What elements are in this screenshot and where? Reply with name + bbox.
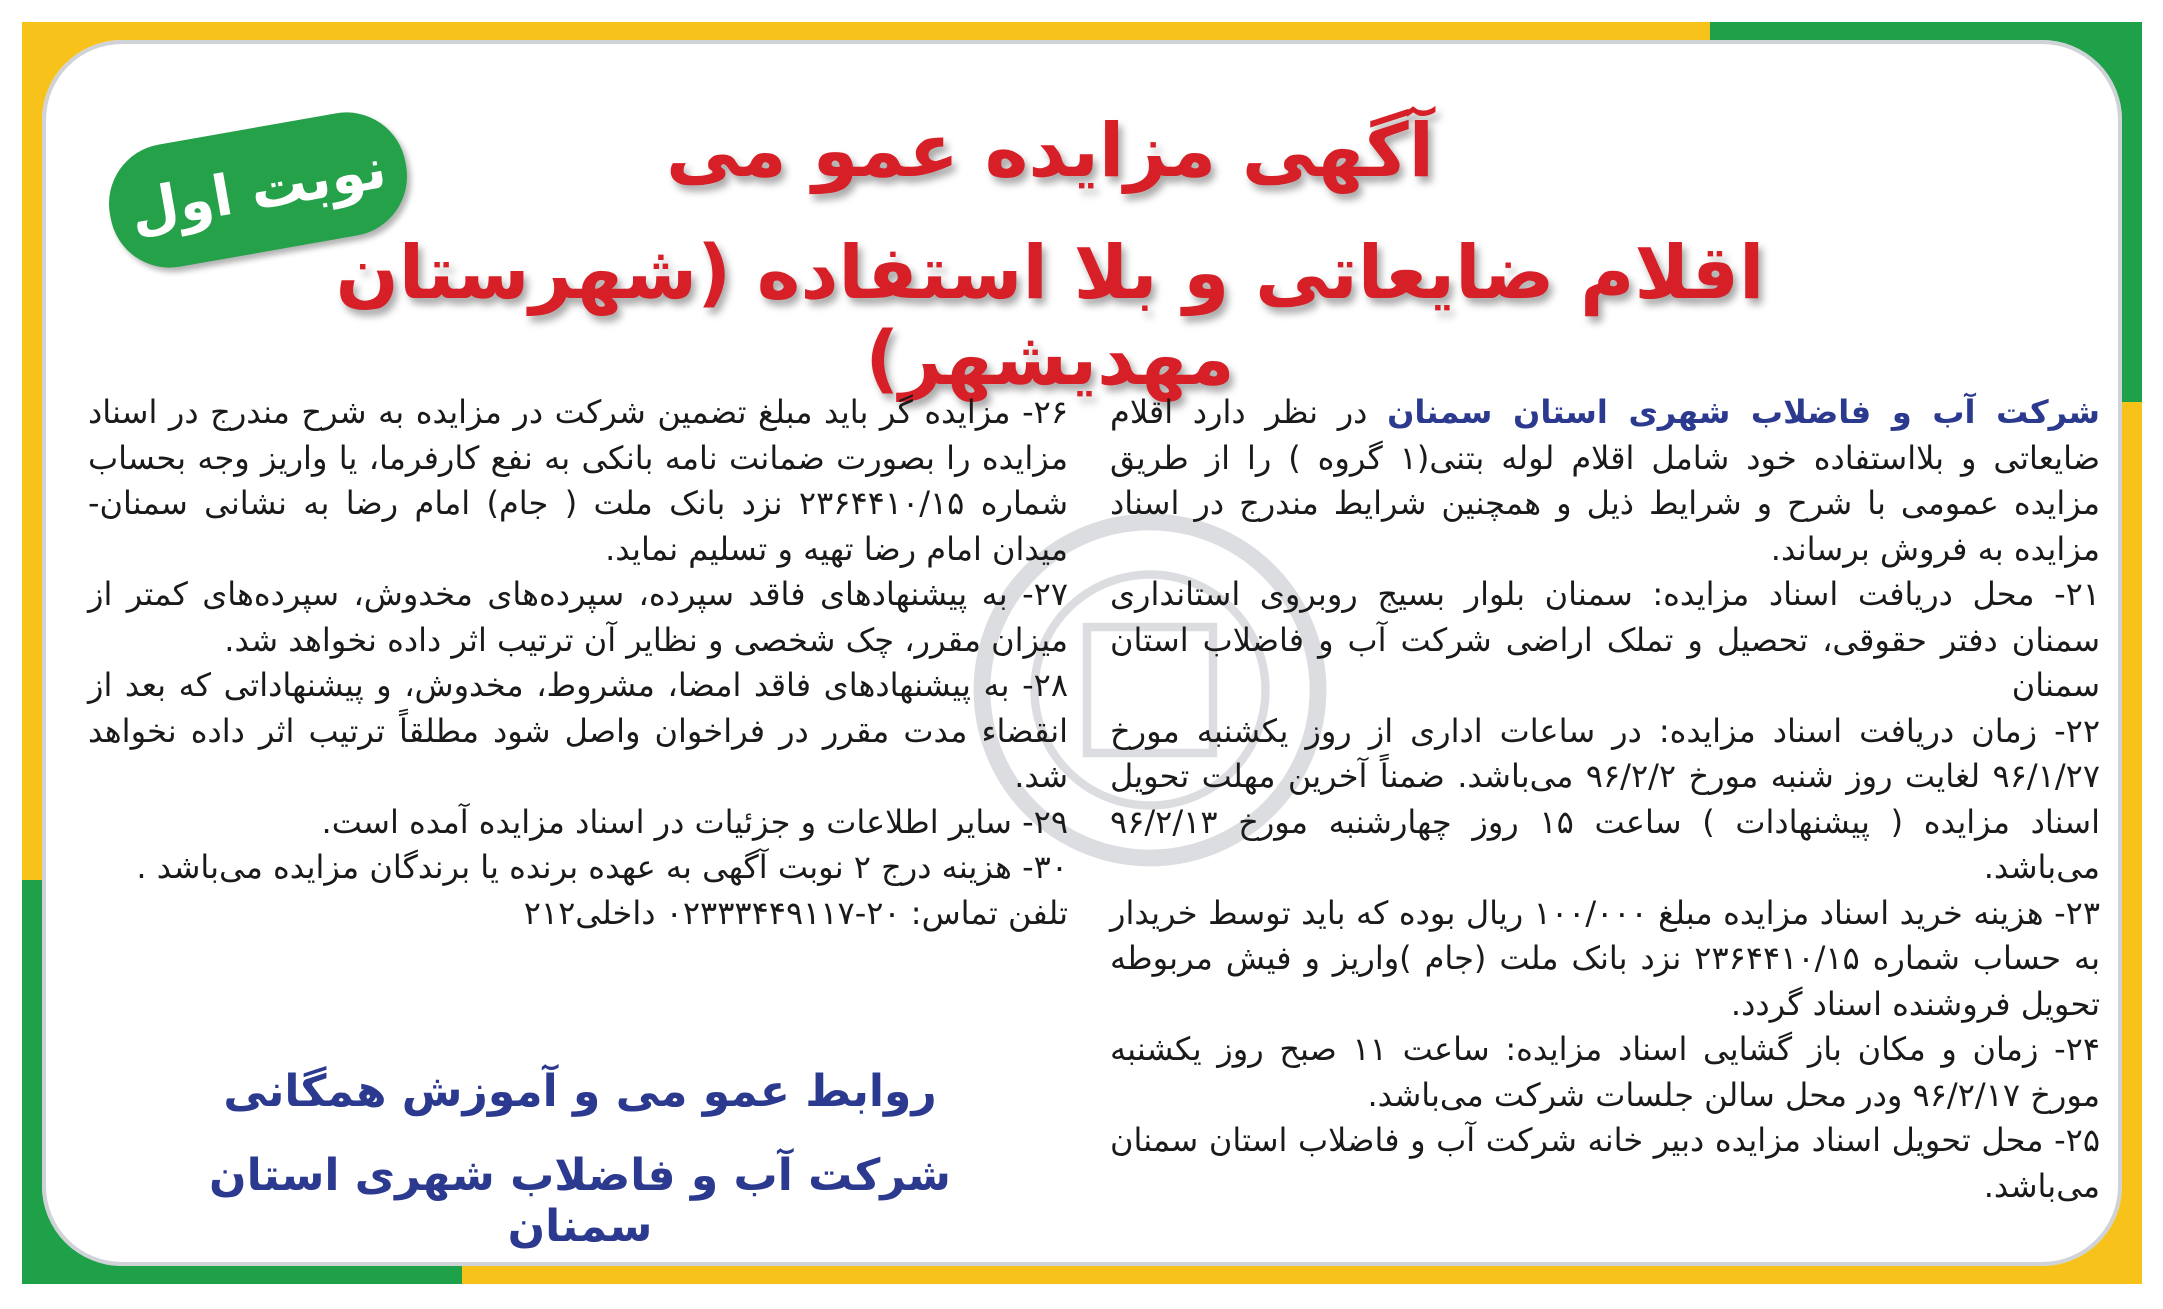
ad-subtitle: اقلام ضایعاتی و بلا استفاده (شهرستان مهدیشهر) — [335, 230, 1765, 402]
right-column — [1110, 390, 2100, 1209]
left-column — [88, 390, 1068, 936]
clause-30: ۳۰- هزینه درج ۲ نوبت آگهی به عهده برنده یا برندگان مزایده می‌باشد . — [136, 848, 1068, 886]
intro-text: در نظر دارد اقلام ضایعاتی و بلااستفاده خود شامل اقلام لوله بتنی(۱ گروه ) را از طریق مزایده عمومی با شرح و شرایط ذیل و همچنین شرایط مندرج در اسناد مزایده به فروش برساند. — [1110, 393, 2101, 568]
clause-26: ۲۶- مزایده گر باید مبلغ تضمین شرکت در مزایده به شرح مندرج در اسناد مزایده را بصورت ضمانت نامه بانکی به نفع کارفرما، یا واریز وجه بحساب شماره ۲۳۶۴۴۱۰/۱۵ نزد بانک ملت ( جام) امام رضا به نشانی سمنان- میدان امام رضا تهیه و تسلیم نماید. — [88, 393, 1069, 568]
clause-25: ۲۵- محل تحویل اسناد مزایده دبیر خانه شرکت آب و فاضلاب استان سمنان می‌باشد. — [1110, 1121, 2100, 1205]
contact-phone: تلفن تماس: ۲۰-۰۲۳۳۳۴۴۹۱۱۷ داخلی۲۱۲ — [523, 893, 1068, 932]
company-name: شرکت آب و فاضلاب شهری استان سمنان — [1387, 393, 2101, 431]
intro-paragraph — [1110, 390, 2100, 572]
clause-22: ۲۲- زمان دریافت اسناد مزایده: در ساعات اداری از روز یکشنبه مورخ ۹۶/۱/۲۷ لغایت روز شنبه مورخ ۹۶/۲/۲ می‌باشد. ضمناً آخرین مهلت تحویل اسناد مزایده ( پیشنهادات ) ساعت ۱۵ روز چهارشنبه مورخ ۹۶/۲/۱۳ می‌باشد. — [1110, 711, 2100, 886]
clause-28: ۲۸- به پیشنهادهای فاقد امضا، مشروط، مخدوش، و پیشنهاداتی که بعد از انقضاء مدت مقرر در فراخوان واصل شود مطلقاً ترتیب اثر داده نخواهد شد. — [88, 666, 1068, 795]
first-round-badge: نوبت اول — [100, 103, 417, 277]
clause-29: ۲۹- سایر اطلاعات و جزئیات در اسناد مزایده آمده است. — [321, 802, 1068, 841]
signature-department: روابط عمو می و آموزش همگانی — [223, 1066, 937, 1117]
signature-company: شرکت آب و فاضلاب شهری استان سمنان — [209, 1150, 951, 1252]
clause-23: ۲۳- هزینه خرید اسناد مزایده مبلغ ۱۰۰/۰۰۰ ریال بوده که باید توسط خریدار به حساب شماره ۲۳۶۴۴۱۰/۱۵ نزد بانک ملت (جام )واریز و فیش مربوطه تحویل فروشنده اسناد گردد. — [1110, 893, 2101, 1023]
clause-24: ۲۴- زمان و مکان باز گشایی اسناد مزایده: ساعت ۱۱ صبح روز یکشنبه مورخ ۹۶/۲/۱۷ ودر محل سالن جلسات شرکت می‌باشد. — [1110, 1030, 2101, 1114]
clause-21: ۲۱- محل دریافت اسناد مزایده: سمنان بلوار بسیج روبروی استانداری سمنان دفتر حقوقی، تحصیل و تملک اراضی شرکت آب و فاضلاب استان سمنان — [1110, 575, 2100, 704]
ad-title: آگهی مزایده عمو می — [665, 108, 1435, 194]
clause-27: ۲۷- به پیشنهادهای فاقد سپرده، سپرده‌های مخدوش، سپرده‌های کمتر از میزان مقرر، چک شخصی و نظایر آن ترتیب اثر داده نخواهد شد. — [88, 575, 1068, 659]
